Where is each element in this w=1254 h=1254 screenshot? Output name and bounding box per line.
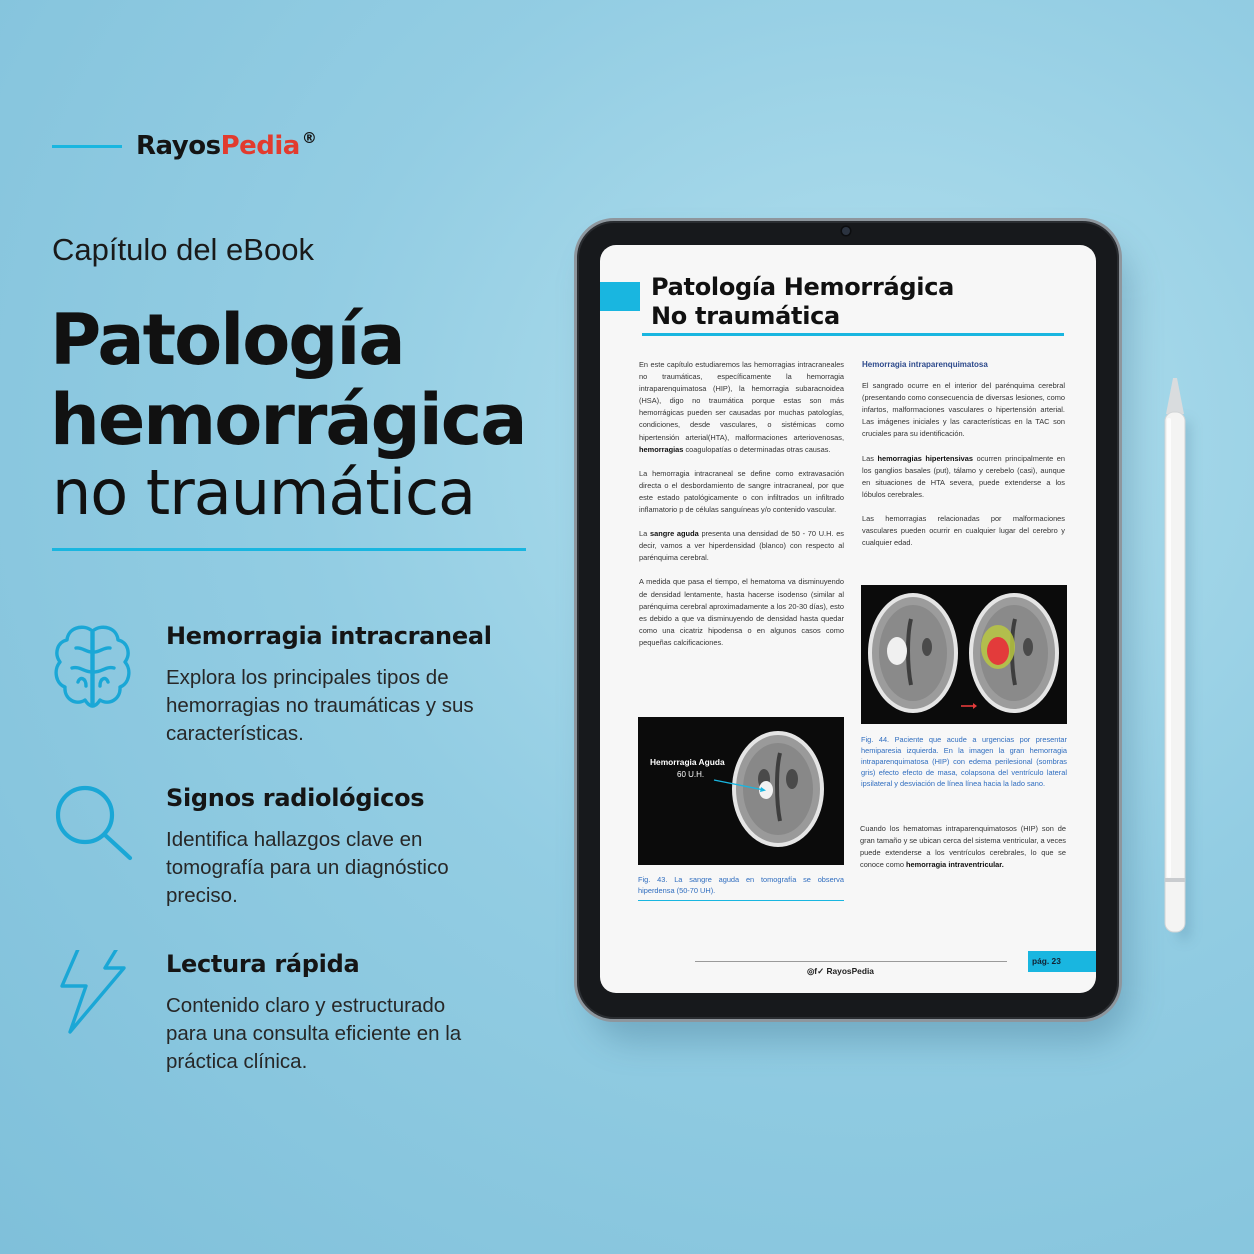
footer-brand: ◎f✓ RayosPedia [807,966,874,976]
figure-43-sublabel: 60 U.H. [677,770,705,779]
paragraph [862,453,1065,501]
figure-44-caption: Fig. 44. Paciente que acude a urgencias por presentar hemiparesia izquierda. En la imagen la gran hemorragia intraparenquimatosa (HIP) con edema perilesional (sombras gris) efecto efecto de masa, colapsona del ventrículo lateral ipsilateral y desviación de línea línea hacia la lado sano. [861,735,1067,788]
ebook-page[interactable] [600,245,1096,993]
feature-description: Contenido claro y estructurado para una consulta eficiente en la práctica clínica. [166,994,462,1073]
paragraph-text: coagulopatías o determinadas otras causas. [685,444,831,454]
brand-name-part1: Rayos [136,131,221,161]
brand-name-part2: Pedia [220,131,300,161]
left-text-column [639,359,844,661]
paragraph [639,528,844,564]
page-title [651,273,954,331]
hero-title-line1: Patología [50,299,404,381]
paragraph-bold: sangre aguda [649,529,699,539]
feature-title: Signos radiológicos [166,784,425,812]
page-title-line2: No traumática [651,302,840,330]
ct-scan-image [638,717,844,865]
ct-scan-image [861,585,1067,724]
right-text-column-lower [860,823,1066,883]
paragraph-bold: hemorragias hipertensivas [877,453,974,463]
brand-logo [52,126,316,166]
paragraph-text: presenta una densidad de 50 - 70 U.H. es decir, vamos a ver hiperdensidad (blanco) con respecto al parénquima cerebral. [639,529,845,563]
page-number-tab: pág. 23 [1028,951,1096,972]
brand-accent-line [52,145,122,148]
feature-description: Identifica hallazgos clave en tomografía para un diagnóstico preciso. [166,828,449,907]
paragraph-text: En este capítulo estudiaremos las hemorragias intracraneales no traumáticas, específicamente la hemorragia intraparenquimatosa (HIP), la hemorragia subaracnoidea (HSA), digo no traumática porque estas son más hemorrágicas pueden ser causadas por muchas patologías, condiciones, desde vasculares, o sistémicas como hipertensión arterial(HTA), malformaciones arteriovenosas, [639,360,844,442]
section-heading: Hemorragia intraparenquimatosa [862,360,988,369]
hero-title-line2: hemorrágica [50,379,526,461]
registered-mark: ® [301,129,317,147]
paragraph-text: ocurren principalmente en los ganglios basales (put), tálamo y cerebelo (casi), aunque en situaciones de HTA severa, puede extenderse a los lóbulos cerebrales. [862,453,1065,499]
brand-name [136,131,316,161]
page-title-accent [600,282,640,311]
paragraph-text: La [639,529,648,539]
paragraph: A medida que pasa el tiempo, el hematoma va disminuyendo de densidad lentamente, hasta hacerse isodenso (similar al parénquima cerebral aproximadamente a los 20-30 días), esto es debido a que va disminuyendo de densidad hasta quedar como una cicatriz hipodensa o en algunos casos como pequeñas calcificaciones. [639,577,844,647]
paragraph [860,823,1066,871]
right-text-column [862,359,1065,561]
figure-43-label: Hemorragia Aguda [650,757,725,767]
paragraph: El sangrado ocurre en el interior del parénquima cerebral (presentando como consecuencia de diversas lesiones, como infartos, malformaciones vasculares o hipertensión arterial. Las imágenes iniciales y las características en la TAC son cruciales para su identificación. [862,381,1065,439]
figure-43-caption: Fig. 43. La sangre aguda en tomografía se observa hiperdensa (50-70 UH). [638,874,844,901]
feature-title: Hemorragia intracraneal [166,622,492,650]
feature-description: Explora los principales tipos de hemorragias no traumáticas y sus características. [166,666,474,745]
figure-43-ct-scan [638,717,844,865]
paragraph-bold: hemorragias [639,444,684,454]
paragraph: Las hemorragias relacionadas por malformaciones vasculares pueden ocurrir en cualquier lugar del cerebro y cualquier edad. [862,513,1065,548]
stylus-pencil [1160,378,1190,938]
hero-divider [52,548,526,551]
paragraph-bold: hemorragia intraventricular. [906,860,1004,870]
brain-icon [52,622,134,714]
paragraph-text: Las [862,453,874,463]
hero-title-line3: no traumática [52,456,476,529]
paragraph-text: Cuando los hematomas intraparenquimatosos (HIP) son de gran tamaño y se ubican cerca del sistema ventricular, a veces puede extenderse a los ventrículos cerebrales, lo que se conoce como [860,824,1066,870]
tablet-camera [842,227,850,235]
figure-44-ct-scan [861,585,1067,724]
paragraph: La hemorragia intracraneal se define como extravasación directa o el desbordamiento de sangre intracraneal, por que este estado patológicamente o con infiltrados un infiltrado inflamatorio p de células sanguíneas y/o contenido vascular. [639,468,844,515]
page-title-divider [642,333,1064,336]
magnifier-icon [52,784,134,876]
footer-divider [695,961,1007,962]
paragraph [639,359,844,456]
hero-kicker: Capítulo del eBook [52,232,314,267]
page-title-line1: Patología Hemorrágica [651,273,955,301]
lightning-icon [52,950,134,1042]
footer-brand-name: RayosPedia [826,966,874,976]
feature-title: Lectura rápida [166,950,360,978]
